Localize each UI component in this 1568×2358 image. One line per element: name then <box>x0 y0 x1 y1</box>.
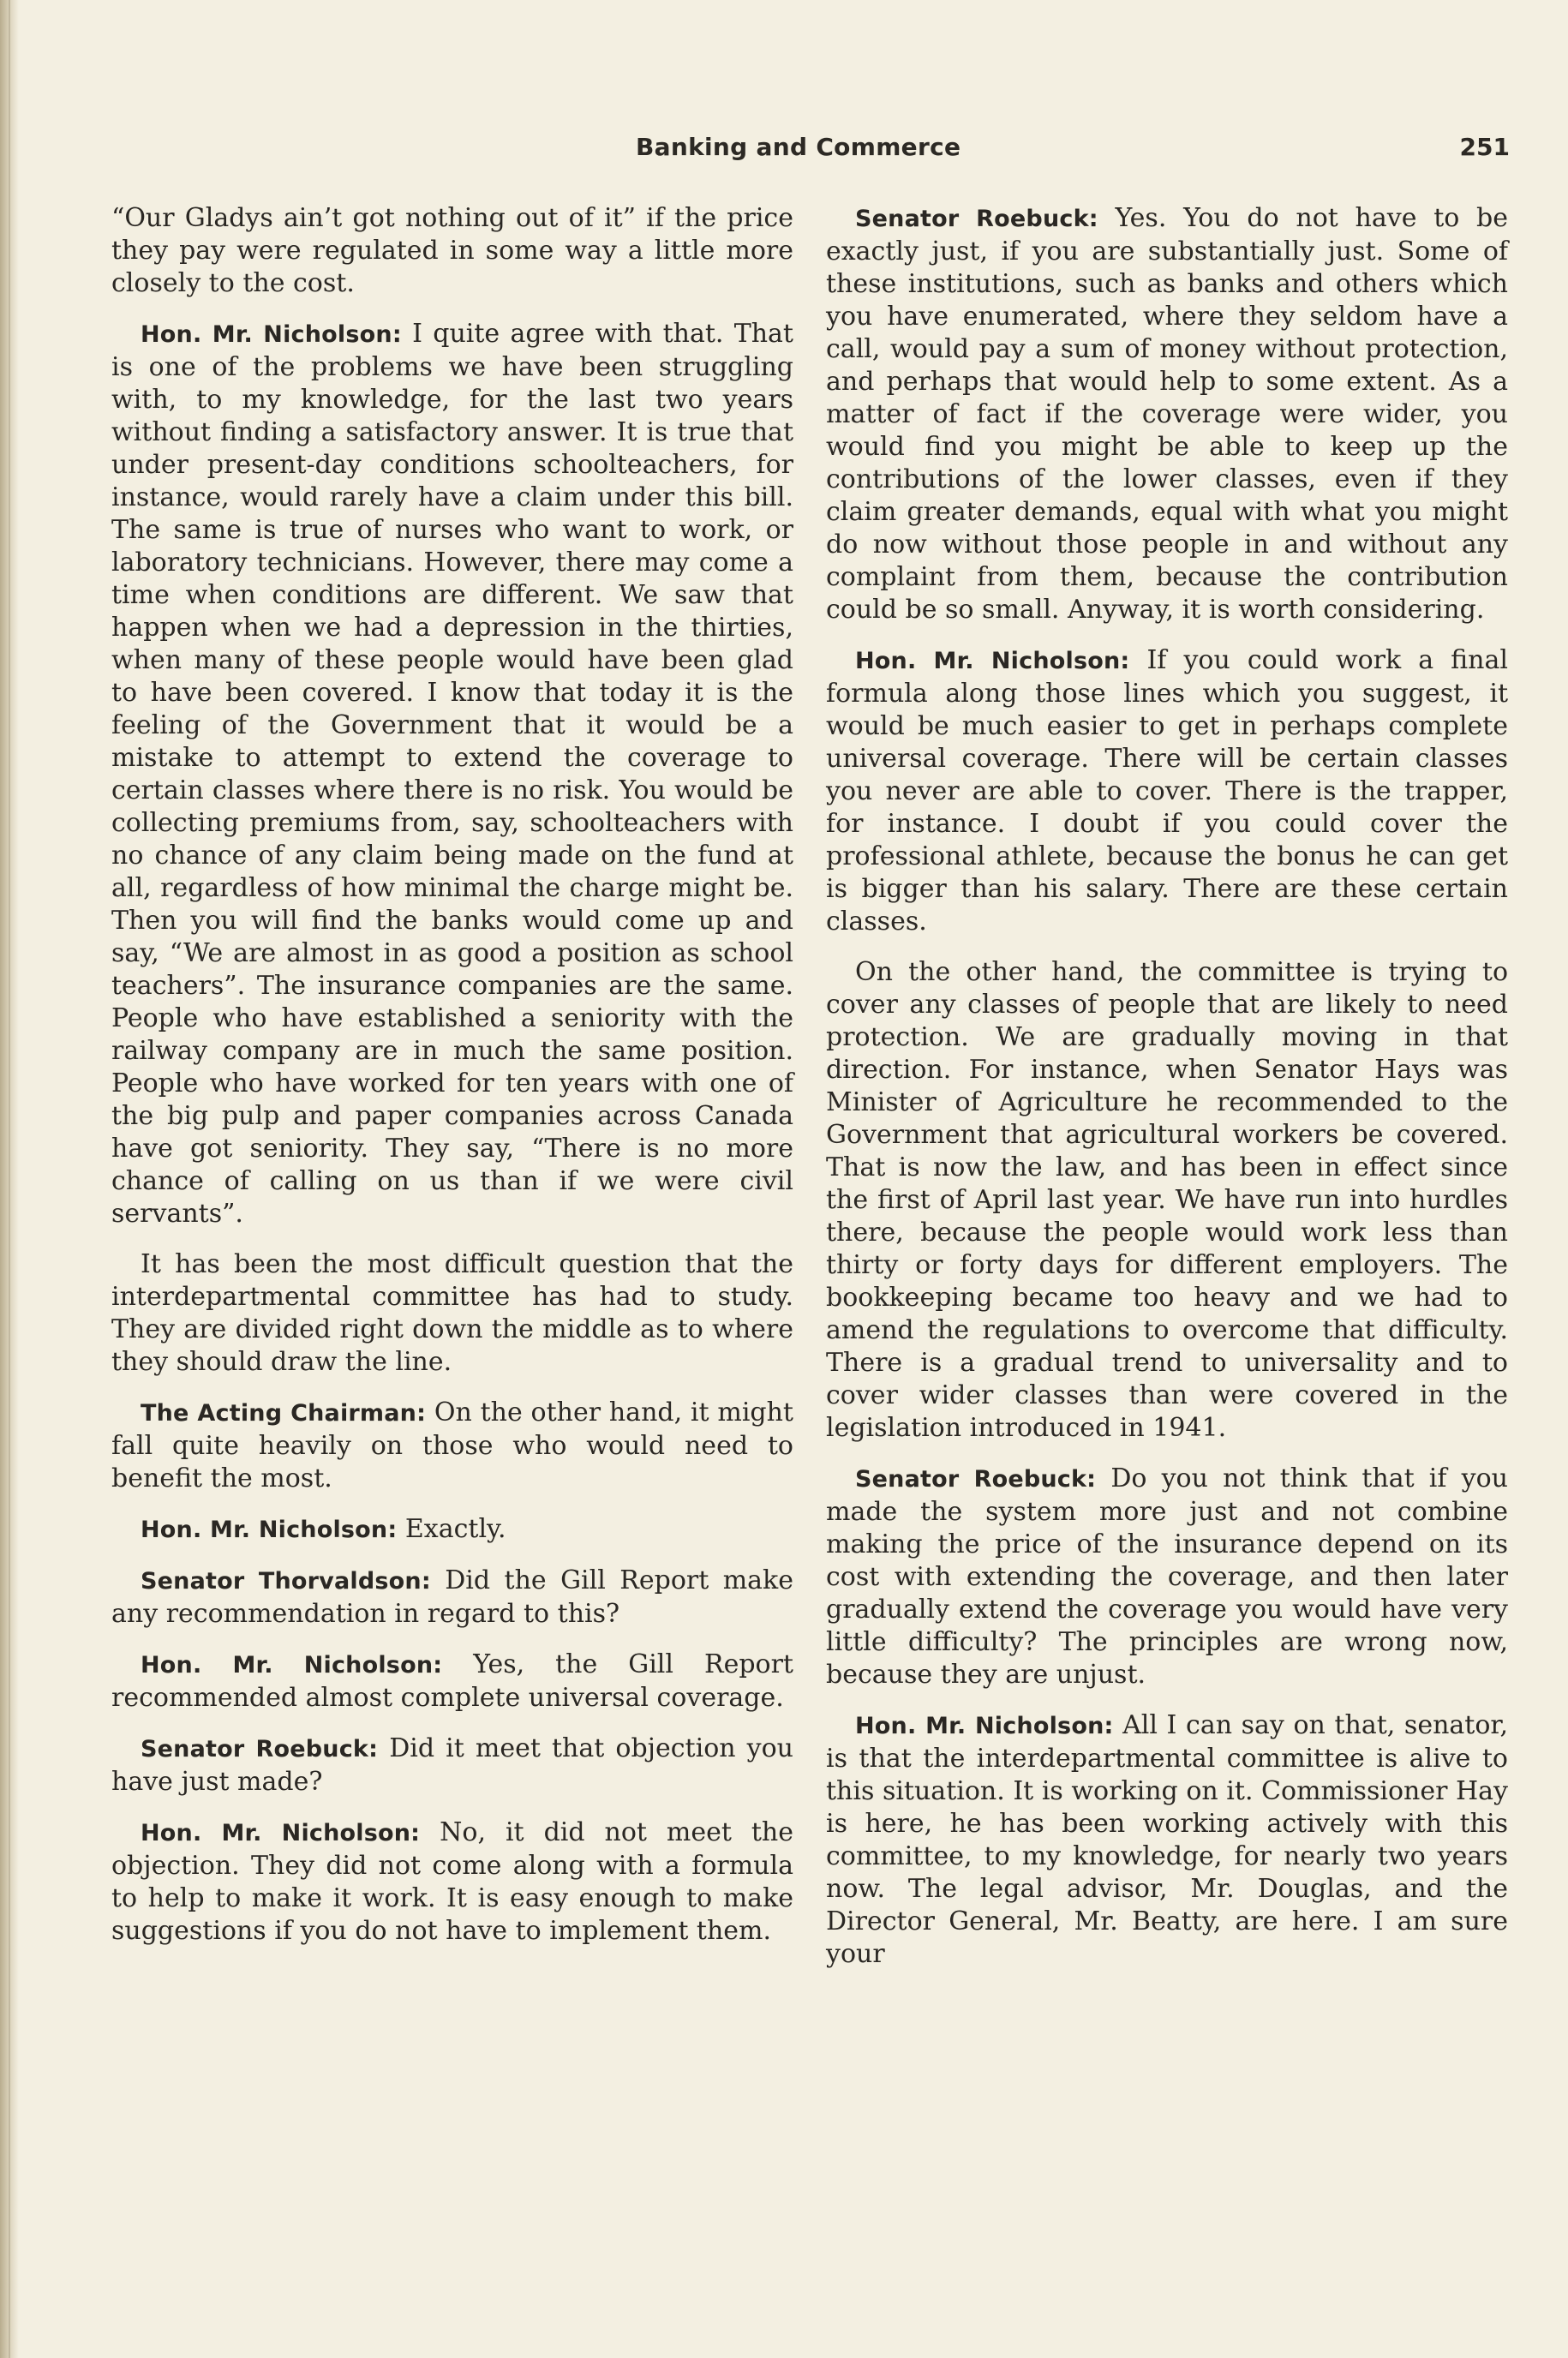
speaker-name: The Acting Chairman: <box>141 1400 427 1427</box>
paragraph-text: “Our Gladys ain’t got nothing out of it” if the price they pay were regulated in some way a little more closely to the cost. <box>111 203 793 298</box>
paragraph-text: If you could work a final formula along those lines which you suggest, it would be much easier to get in perhaps complete universal coverage. There will be certain classes you never are able to cover. There is the trapper, for instance. I doubt if you could cover the professional athlete, because the bonus he can get is bigger than his salary. There are these certain classes. <box>826 645 1508 937</box>
paragraph-text: Yes, the Gill Report recommended almost complete universal coverage. <box>111 1649 793 1713</box>
speaker-name: Senator Roebuck: <box>855 1466 1097 1493</box>
speaker-name: Hon. Mr. Nicholson: <box>855 648 1130 674</box>
paragraph-text: On the other hand, it might fall quite heavily on those who would need to benefit the most. <box>111 1397 793 1493</box>
left-column <box>111 202 793 1966</box>
speaker-name: Hon. Mr. Nicholson: <box>855 1713 1114 1739</box>
page-number: 251 <box>1459 133 1510 161</box>
paragraph-text: I quite agree with that. That is one of the problems we have been struggling with, to my knowledge, for the last two years without finding a satisfactory answer. It is true that under present-day conditions schoolteachers, for instance, would rarely have a claim under this bill. The same is true of nurses who want to work, or laboratory technicians. However, there may come a time when conditions are different. We saw that happen when we had a depression in the thirties, when many of these people would have been glad to have been covered. I know that today it is the feeling of the Government that it would be a mistake to attempt to extend the coverage to certain classes where there is no risk. You would be collecting premiums from, say, schoolteachers with no chance of any claim being made on the fund at all, regardless of how minimal the charge might be. Then you will find the banks would come up and say, “We are almost in as good a position as school teachers”. The insurance companies are the same. People who have established a seniority with the railway company are in much the same position. People who have worked for ten years with one of the big pulp and paper companies across Canada have got seniority. They say, “There is no more chance of calling on us than if we were civil servants”. <box>111 319 793 1229</box>
paragraph <box>826 202 1508 626</box>
speaker-name: Hon. Mr. Nicholson: <box>141 1820 421 1846</box>
paragraph-text: It has been the most difficult question that the interdepartmental committee has had to study. They are divided right down the middle as to where they should draw the line. <box>111 1249 793 1377</box>
speaker-name: Senator Thorvaldson: <box>141 1568 431 1595</box>
paragraph <box>826 1463 1508 1691</box>
speaker-name: Hon. Mr. Nicholson: <box>141 321 402 348</box>
right-column <box>826 202 1508 1989</box>
paragraph <box>111 1649 793 1715</box>
paragraph-text: Did the Gill Report make any recommendation in regard to this? <box>111 1565 793 1629</box>
paragraph-text: All I can say on that, senator, is that the interdepartmental committee is alive to this situation. It is working on it. Commissioner Hay is here, he has been working actively with this committee, to my knowledge, for nearly two years now. The legal advisor, Mr. Douglas, and the Director General, Mr. Beatty, are here. I am sure your <box>826 1710 1508 1969</box>
paragraph <box>826 1709 1508 1971</box>
binding-shadow-line <box>9 0 10 2358</box>
paragraph <box>111 1513 793 1547</box>
paragraph <box>111 1565 793 1631</box>
paragraph <box>111 1397 793 1495</box>
paragraph-text: Exactly. <box>404 1514 506 1544</box>
paragraph-text: Yes. You do not have to be exactly just, if you are substantially just. Some of these institutions, such as banks and others which you have enumerated, where they seldom have a call, would pay a sum of money without protection, and perhaps that would help to some extent. As a matter of fact if the coverage were wider, you would find you might be able to keep up the contributions of the lower classes, even if they claim greater demands, equal with what you might do now without those people in and without any complaint from them, because the contribution could be so small. Anyway, it is worth considering. <box>826 203 1508 625</box>
paragraph <box>826 644 1508 938</box>
paragraph-text: Did it meet that objection you have just made? <box>111 1733 794 1797</box>
running-title: Banking and Commerce <box>636 133 961 161</box>
paragraph <box>111 318 793 1230</box>
paragraph-text: No, it did not meet the objection. They did not come along with a formula to help to make it work. It is easy enough to make suggestions if you do not have to implement them. <box>111 1817 794 1946</box>
paragraph <box>826 956 1508 1445</box>
paragraph <box>111 1816 793 1948</box>
paragraph <box>111 202 793 300</box>
speaker-name: Hon. Mr. Nicholson: <box>141 1517 398 1543</box>
paragraph <box>111 1733 793 1798</box>
paragraph-text: Do you not think that if you made the system more just and not combine making the price of the insurance depend on its cost with extending the coverage, and then later gradually extend the coverage you would have very little difficulty? The principles are wrong now, because they are unjust. <box>826 1463 1508 1690</box>
speaker-name: Senator Roebuck: <box>141 1736 379 1763</box>
paragraph <box>111 1248 793 1379</box>
paragraph-text: On the other hand, the committee is trying to cover any classes of people that are likely to need protection. We are gradually moving in that direction. For instance, when Senator Hays was Minister of Agriculture he recommended to the Government that agricultural workers be covered. That is now the law, and has been in effect since the first of April last year. We have run into hurdles there, because the people would work less than thirty or forty days for different employers. The bookkeeping became too heavy and we had to amend the regulations to overcome that difficulty. There is a gradual trend to universality and to cover wider classes than were covered in the legislation introduced in 1941. <box>826 957 1508 1443</box>
speaker-name: Hon. Mr. Nicholson: <box>141 1652 443 1679</box>
speaker-name: Senator Roebuck: <box>855 206 1098 232</box>
